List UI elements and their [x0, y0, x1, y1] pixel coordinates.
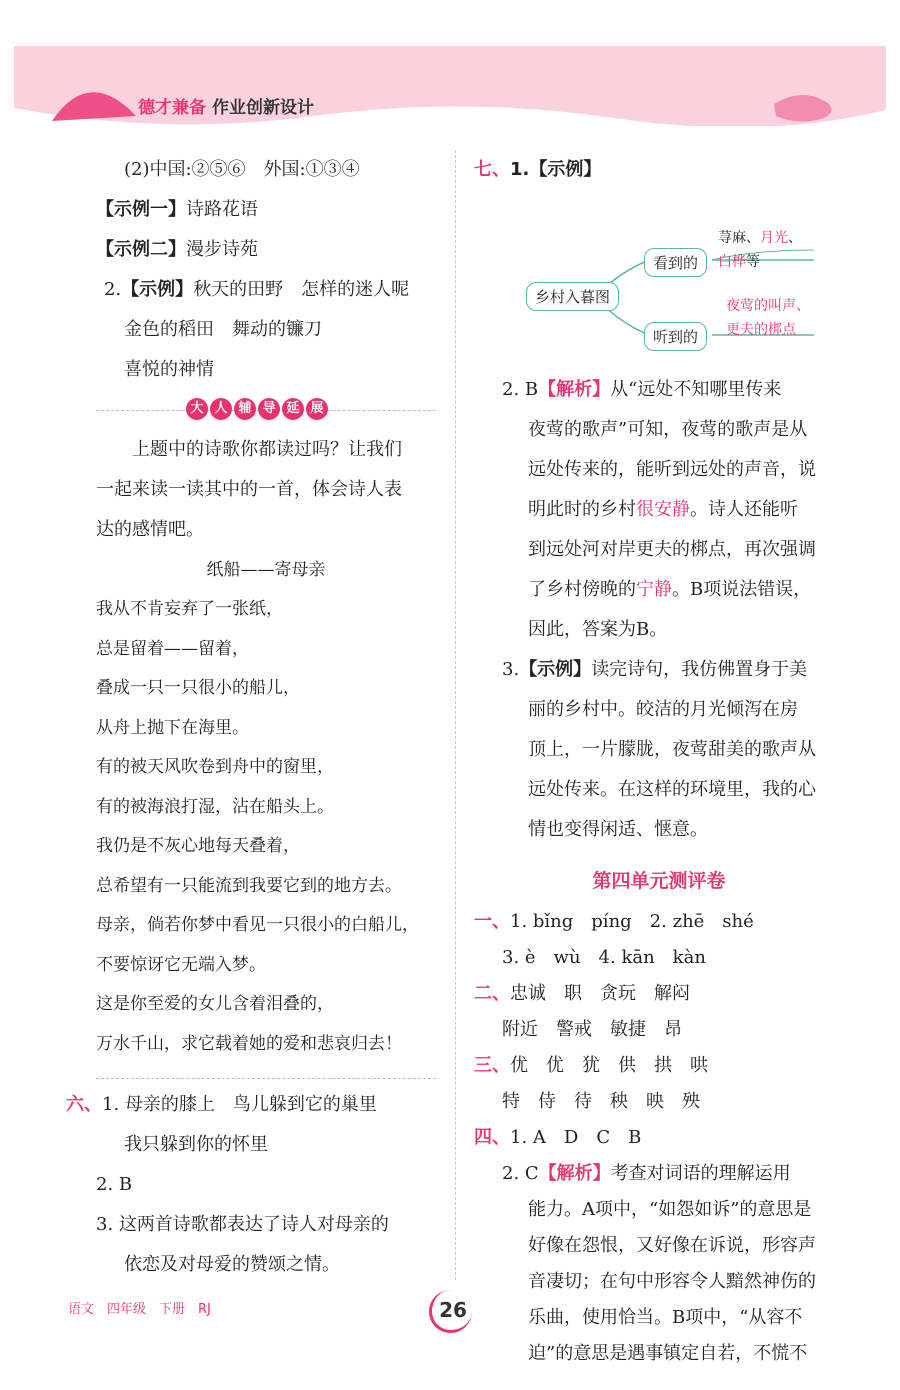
banner-char: 人	[210, 398, 232, 420]
mm-item: 荨麻、	[718, 230, 760, 246]
answer-text: 1. bǐng píng 2. zhē shé	[510, 911, 754, 932]
mind-map-heard: 听到的	[644, 322, 707, 351]
answer-line: 能力。A项中，“如怨如诉”的意思是	[528, 1199, 812, 1220]
mind-map-saw: 看到的	[644, 248, 707, 277]
answer-line: (2)中国:②⑤⑥ 外国:①③④	[124, 159, 360, 180]
mm-item: 、	[788, 230, 802, 246]
poem-line: 有的被海浪打湿，沾在船头上。	[96, 796, 334, 817]
answer-line: 顶上，一片朦胧，夜莺甜美的歌声从	[528, 739, 816, 760]
poem-line: 我仍是不灰心地每天叠着，	[96, 836, 300, 856]
answer-line: 我只躲到你的怀里	[124, 1134, 268, 1155]
poem-body	[96, 590, 436, 1064]
answer-text: 忠诚 职 贪玩 解闷	[510, 983, 690, 1004]
answer-line: 喜悦的神情	[124, 359, 214, 380]
answer-line: 3. 这两首诗歌都表达了诗人对母亲的	[96, 1214, 389, 1235]
answer-line: 远处传来。在这样的环境里，我的心	[528, 779, 816, 800]
column-divider	[455, 150, 456, 1280]
poem-line: 总是留着——留着，	[96, 638, 249, 659]
page-number: 26	[433, 1290, 473, 1330]
poem-line: 总希望有一只能流到我要它到的地方去。	[96, 875, 402, 896]
answer-text: 。诗人还能听	[690, 499, 798, 520]
banner-char: 导	[258, 398, 280, 420]
section-number: 二、	[474, 983, 510, 1004]
left-column	[66, 150, 436, 1285]
question-number: 2.	[104, 279, 122, 300]
intro-line: 达的感情吧。	[96, 519, 204, 540]
brand-name: 德才兼备	[138, 98, 206, 118]
mind-map-heard-items	[726, 294, 810, 342]
answer-text: 秋天的田野 怎样的迷人呢	[193, 279, 410, 300]
answer-text: 诗路花语	[186, 199, 258, 220]
answer-line: 金色的稻田 舞动的镰刀	[124, 319, 322, 340]
answer-text: 1.【示例】	[510, 159, 602, 180]
answer-line: 迫”的意思是遇事镇定自若，不慌不	[528, 1343, 808, 1364]
poem-line: 从舟上抛下在海里。	[96, 717, 249, 738]
answer-line: 乐曲，使用恰当。B项中，“从容不	[528, 1307, 803, 1328]
banner-badges	[186, 398, 328, 420]
right-column	[474, 150, 844, 1372]
answer-line: 到远处河对岸更夫的梆点，再次强调	[528, 539, 816, 560]
example-tag: 【示例二】	[96, 239, 186, 260]
answer-line: 特 侍 待 秧 映 殃	[502, 1091, 700, 1112]
answer-text: 优 优 犹 供 拱 哄	[510, 1055, 708, 1076]
poem-line: 叠成一只一只很小的船儿，	[96, 678, 300, 698]
answer-line: 夜莺的歌声”可知，夜莺的歌声是从	[528, 419, 808, 440]
answer-line: 2. B	[96, 1174, 133, 1195]
example-tag: 【示例】	[519, 659, 592, 680]
answer-text: 1. 母亲的膝上 鸟儿躲到它的巢里	[102, 1094, 377, 1115]
banner-char: 展	[306, 398, 328, 420]
brand-subtitle: 作业创新设计	[212, 98, 314, 118]
banner-char: 延	[282, 398, 304, 420]
intro-line: 上题中的诗歌你都读过吗？让我们	[132, 439, 402, 460]
example-tag: 【示例】	[121, 279, 194, 300]
answer-text: 了乡村傍晚的	[528, 579, 636, 600]
answer-text: 。B项说法错误，	[672, 579, 812, 600]
highlight-text: 宁静	[636, 579, 672, 600]
answer-text: 读完诗句，我仿佛置身于美	[591, 659, 808, 680]
mm-item-highlight: 白桦	[718, 254, 746, 270]
section-number: 六、	[66, 1094, 102, 1115]
mm-item: 等	[746, 254, 760, 270]
answer-line: 丽的乡村中。皎洁的月光倾泻在房	[528, 699, 798, 720]
unit-test-title: 第四单元测评卷	[592, 870, 726, 892]
poem-line: 万水千山，求它载着她的爱和悲哀归去！	[96, 1033, 402, 1054]
answer-line: 附近 警戒 敏捷 昂	[502, 1019, 682, 1040]
answer-text: 漫步诗苑	[186, 239, 258, 260]
poem-line: 我从不肯妄弃了一张纸，	[96, 599, 283, 619]
section-number: 七、	[474, 159, 510, 180]
question-number: 2. C	[502, 1163, 539, 1184]
footer-book-info: 语文 四年级 下册 RJ	[68, 1302, 211, 1317]
answer-text: 1. A D C B	[510, 1127, 642, 1148]
section-number: 一、	[474, 911, 510, 932]
answer-text: 考查对词语的理解运用	[610, 1163, 791, 1184]
section-number: 三、	[474, 1055, 510, 1076]
answer-line: 远处传来的，能听到远处的声音，说	[528, 459, 816, 480]
answer-line: 好像在怨恨，又好像在诉说，形容声	[528, 1235, 816, 1256]
poem-title: 纸船——寄母亲	[206, 560, 326, 580]
answer-line: 因此，答案为B。	[528, 619, 668, 640]
section-rule	[96, 1078, 436, 1079]
parent-guide-banner	[96, 390, 436, 430]
highlight-text: 很安静	[636, 499, 690, 520]
section-number: 四、	[474, 1127, 510, 1148]
analysis-tag: 【解析】	[538, 379, 611, 400]
brand-title	[138, 93, 314, 118]
mind-map	[474, 190, 844, 350]
banner-char: 大	[186, 398, 208, 420]
poem-line: 母亲，倘若你梦中看见一只很小的白船儿，	[96, 915, 419, 935]
example-tag: 【示例一】	[96, 199, 186, 220]
intro-line: 一起来读一读其中的一首，体会诗人表	[96, 479, 402, 500]
poem-line: 有的被天风吹卷到舟中的窗里，	[96, 757, 334, 777]
mm-item-highlight: 夜莺的叫声、	[726, 298, 810, 314]
analysis-tag: 【解析】	[538, 1163, 611, 1184]
poem-line: 不要惊讶它无端入梦。	[96, 954, 266, 975]
answer-text: 明此时的乡村	[528, 499, 636, 520]
poem-line: 这是你至爱的女儿含着泪叠的，	[96, 994, 334, 1014]
mm-item-highlight: 更夫的梆点	[726, 322, 796, 338]
mm-item-highlight: 月光	[760, 230, 788, 246]
answer-text: 从“远处不知哪里传来	[610, 379, 782, 400]
banner-char: 辅	[234, 398, 256, 420]
question-number: 3.	[502, 659, 520, 680]
answer-line: 3. è wù 4. kān kàn	[502, 947, 706, 968]
question-number: 2. B	[502, 379, 539, 400]
mind-map-center: 乡村入暮图	[526, 282, 619, 311]
answer-line: 音凄切；在句中形容令人黯然神伤的	[528, 1271, 816, 1292]
answer-line: 情也变得闲适、惬意。	[528, 819, 708, 840]
answer-line: 依恋及对母爱的赞颂之情。	[124, 1254, 340, 1275]
mind-map-saw-items	[718, 226, 802, 274]
